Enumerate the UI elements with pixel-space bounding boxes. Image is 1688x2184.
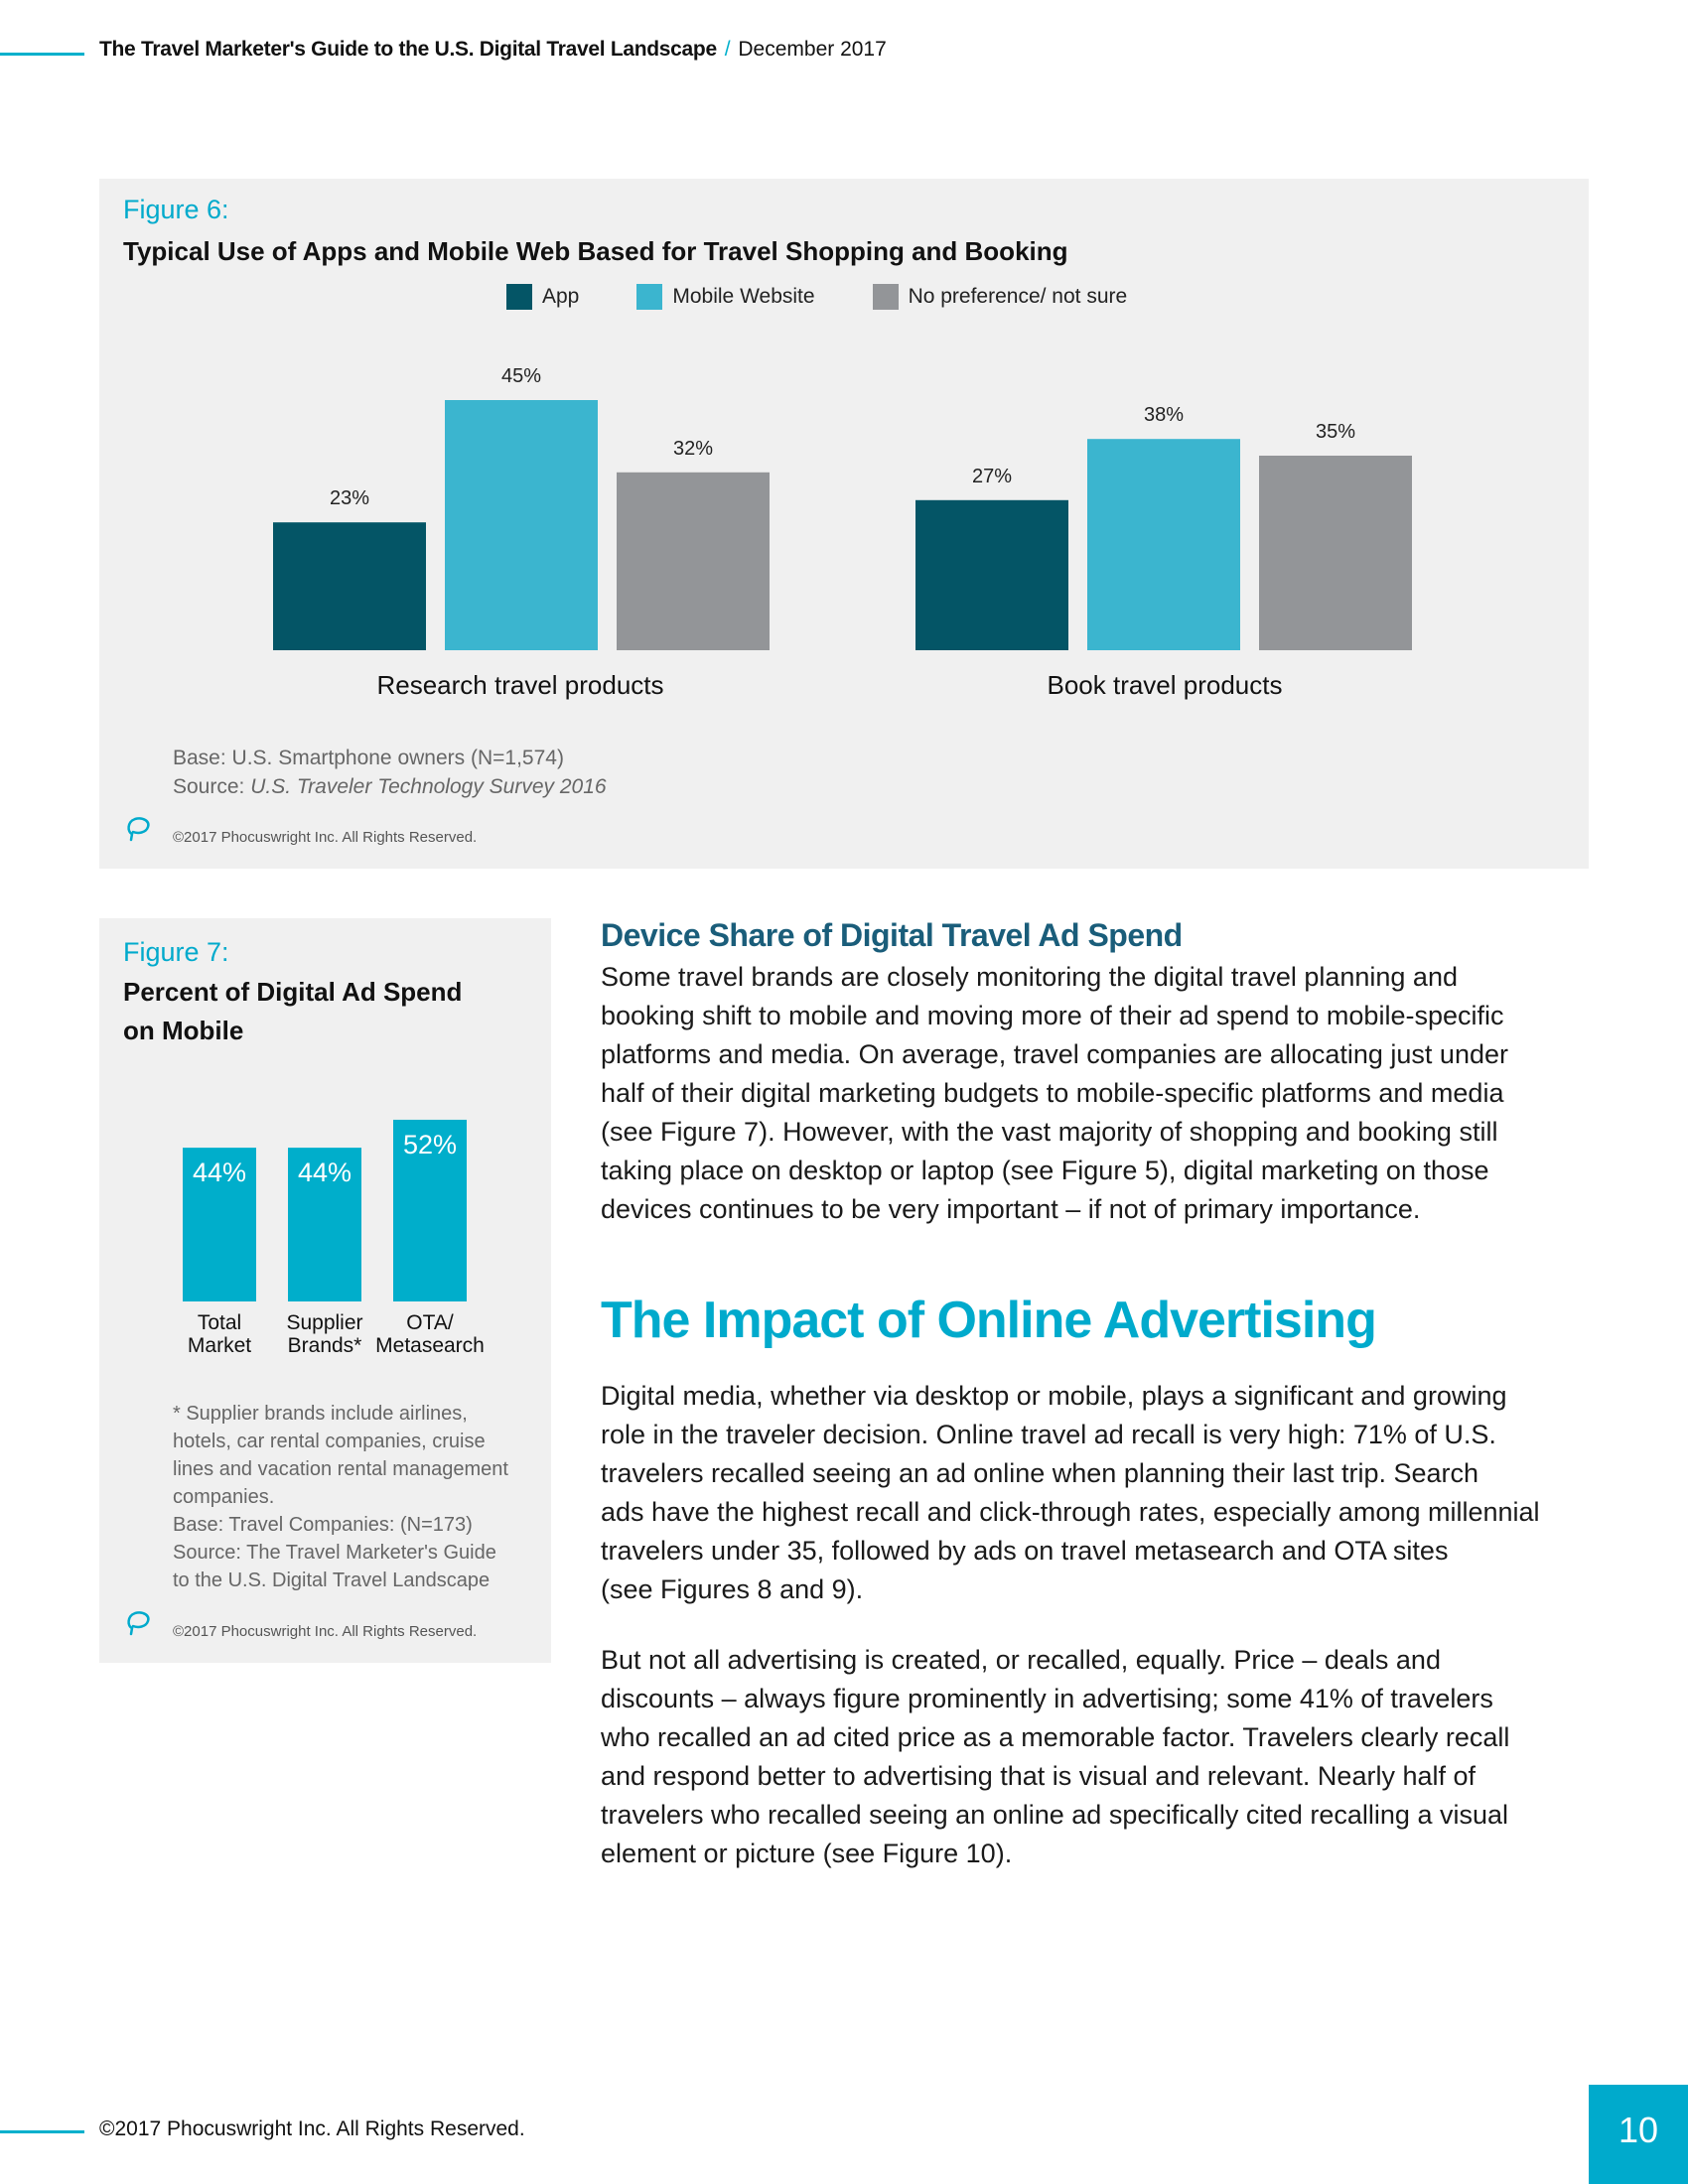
paragraph-line: discounts – always figure prominently in advertising; some 41% of travelers [601, 1684, 1493, 1713]
category-label: Metasearch [375, 1334, 485, 1357]
bar [617, 473, 770, 650]
figure6-source-title: U.S. Traveler Technology Survey 2016 [250, 775, 607, 798]
phocuswright-logo-icon [123, 814, 153, 844]
bar [915, 500, 1068, 650]
category-label: Brands* [287, 1334, 362, 1357]
paragraph-line: travelers who recalled seeing an online ad specifically cited recalling a visual [601, 1800, 1508, 1830]
paragraph-line: who recalled an ad cited price as a memorable factor. Travelers clearly recall [601, 1722, 1510, 1752]
paragraph-line: (see Figures 8 and 9). [601, 1574, 864, 1604]
figure6-source-prefix: Source: [173, 775, 251, 798]
category-label: Supplier [286, 1311, 363, 1334]
phocuswright-logo-icon [123, 1608, 153, 1638]
bar-value-label: 38% [1143, 404, 1185, 427]
figure7-note-line: * Supplier brands include airlines, [173, 1403, 468, 1425]
paragraph-line: half of their digital marketing budgets to mobile-specific platforms and media [601, 1078, 1504, 1108]
figure7-note-line: Base: Travel Companies: (N=173) [173, 1514, 473, 1536]
paragraph-line: ads have the highest recall and click-through rates, especially among millennial [601, 1497, 1540, 1527]
page-number: 10 [1618, 2110, 1659, 2150]
paragraph-line: platforms and media. On average, travel companies are allocating just under [601, 1039, 1508, 1069]
section-heading-device-share: Device Share of Digital Travel Ad Spend [601, 917, 1183, 953]
figure7-note-line: hotels, car rental companies, cruise [173, 1431, 486, 1452]
figure6-label: Figure 6: [123, 195, 229, 224]
category-label: Book travel products [1047, 670, 1283, 700]
figure6-base-source [173, 744, 607, 801]
header-date: December 2017 [738, 38, 887, 61]
legend-label-mobile-website: Mobile Website [672, 285, 815, 308]
footer-copyright: ©2017 Phocuswright Inc. All Rights Reserved. [99, 2117, 525, 2140]
section1-paragraph [601, 958, 1594, 1229]
header-title: The Travel Marketer's Guide to the U.S. Digital Travel Landscape [99, 38, 717, 61]
paragraph-line: Digital media, whether via desktop or mobile, plays a significant and growing [601, 1381, 1507, 1411]
bar [273, 522, 426, 650]
figure6-copyright: ©2017 Phocuswright Inc. All Rights Reserved. [173, 829, 478, 846]
figure7-note-line: lines and vacation rental management [173, 1458, 508, 1480]
bar [1087, 439, 1240, 650]
bar [1259, 456, 1412, 650]
bar-value-label: 23% [329, 487, 370, 510]
section-heading-impact: The Impact of Online Advertising [601, 1292, 1376, 1349]
figure6-source [173, 772, 607, 801]
category-label: OTA/ [406, 1311, 454, 1334]
paragraph-line: (see Figure 7). However, with the vast majority of shopping and booking still [601, 1117, 1498, 1147]
section2-paragraph-2 [601, 1641, 1594, 1873]
section2-paragraph-1 [601, 1377, 1594, 1609]
paragraph-line: devices continues to be very important – if not of primary importance. [601, 1194, 1421, 1224]
paragraph-line: travelers under 35, followed by ads on travel metasearch and OTA sites [601, 1536, 1449, 1566]
figure7-chart [99, 1032, 551, 1360]
footer-rule [0, 2130, 84, 2133]
figure7-label: Figure 7: [123, 937, 229, 967]
figure6-chart [0, 0, 1688, 735]
category-label: Market [187, 1334, 252, 1357]
bar-value-label: 35% [1315, 421, 1356, 443]
legend-label-app: App [542, 285, 580, 308]
figure6-base: Base: U.S. Smartphone owners (N=1,574) [173, 747, 564, 769]
bar-value-label: 44% [297, 1158, 352, 1188]
paragraph-line: booking shift to mobile and moving more of their ad spend to mobile-specific [601, 1001, 1504, 1030]
paragraph-line: Some travel brands are closely monitoring the digital travel planning and [601, 962, 1458, 992]
bar [445, 400, 598, 650]
bar-value-label: 52% [402, 1129, 458, 1160]
bar-value-label: 32% [672, 437, 714, 460]
figure7-copyright: ©2017 Phocuswright Inc. All Rights Reserved. [173, 1623, 478, 1640]
figure7-note-line: to the U.S. Digital Travel Landscape [173, 1570, 491, 1591]
bar-value-label: 27% [971, 465, 1013, 487]
paragraph-line: travelers recalled seeing an ad online when planning their last trip. Search [601, 1458, 1479, 1488]
figure7-title: Percent of Digital Ad Spend on Mobile [123, 977, 463, 1045]
figure7-notes [173, 1400, 508, 1594]
category-label: Research travel products [376, 670, 664, 700]
figure7-note-line: Source: The Travel Marketer's Guide [173, 1542, 496, 1564]
paragraph-line: But not all advertising is created, or recalled, equally. Price – deals and [601, 1645, 1441, 1675]
paragraph-line: taking place on desktop or laptop (see Figure 5), digital marketing on those [601, 1156, 1489, 1185]
figure6-title: Typical Use of Apps and Mobile Web Based for Travel Shopping and Booking [123, 236, 1068, 266]
paragraph-line: and respond better to advertising that is visual and relevant. Nearly half of [601, 1761, 1477, 1791]
bar-value-label: 44% [192, 1158, 247, 1188]
bar-value-label: 45% [500, 365, 542, 387]
legend-label-no-preference: No preference/ not sure [908, 285, 1128, 308]
paragraph-line: role in the traveler decision. Online travel ad recall is very high: 71% of U.S. [601, 1420, 1496, 1449]
category-label: Total [197, 1311, 242, 1334]
header-separator: / [724, 38, 731, 61]
figure7-note-line: companies. [173, 1486, 275, 1508]
paragraph-line: element or picture (see Figure 10). [601, 1839, 1013, 1868]
